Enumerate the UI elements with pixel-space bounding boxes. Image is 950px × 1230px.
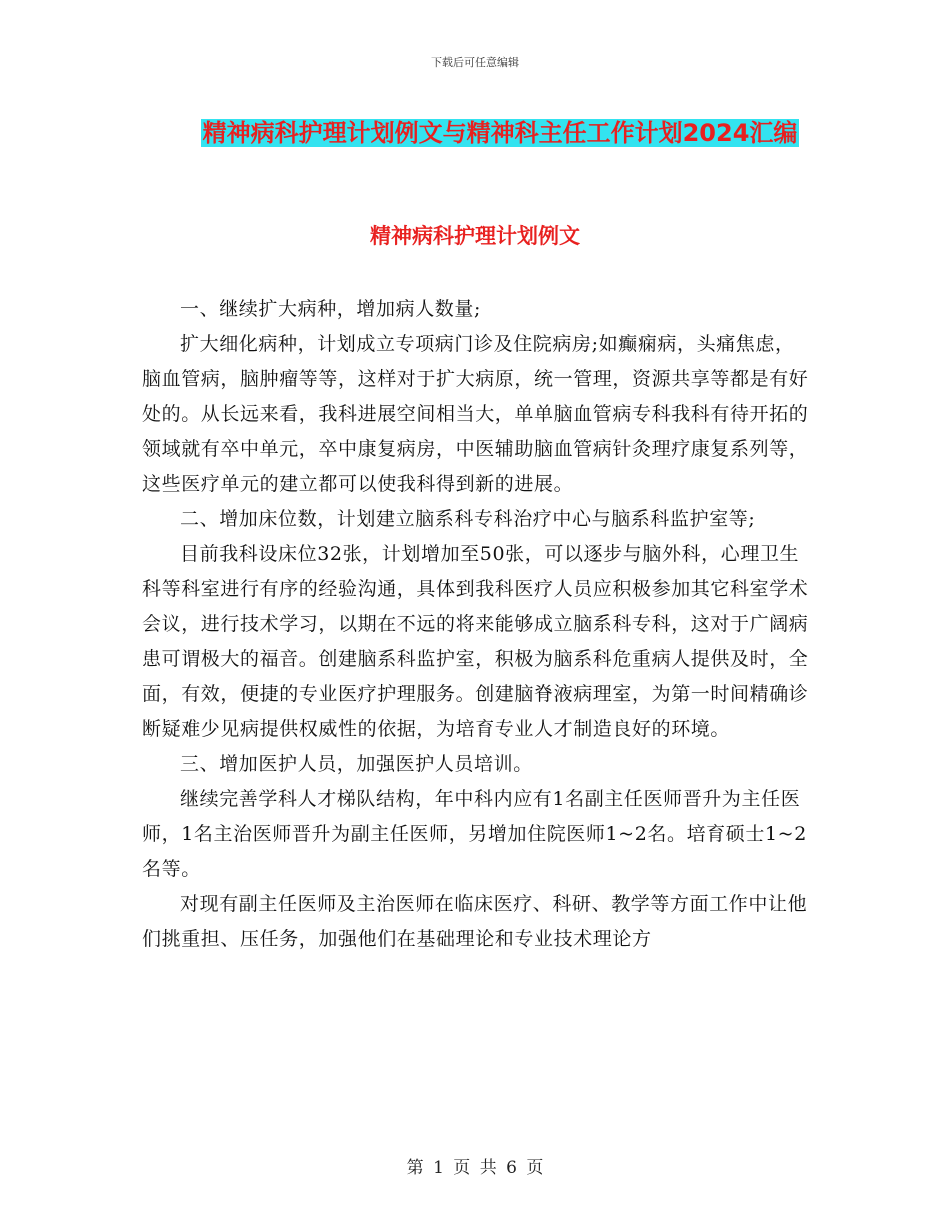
paragraph: 扩大细化病种，计划成立专项病门诊及住院病房;如癫痫病，头痛焦虑，脑血管病，脑肿瘤等等，这样对于扩大病原，统一管理，资源共享等都是有好处的。从长远来看，我科进展空间相当大，单单脑血管病专科我科有待开拓的领域就有卒中单元，卒中康复病房，中医辅助脑血管病针灸理疗康复系列等，这些医疗单元的建立都可以使我科得到新的进展。 bbox=[142, 333, 809, 495]
document-body bbox=[142, 292, 814, 957]
paragraph: 目前我科设床位32张，计划增加至50张，可以逐步与脑外科，心理卫生科等科室进行有序的经验沟通，具体到我科医疗人员应积极参加其它科室学术会议，进行技术学习，以期在不远的将来能够成立脑系科专科，这对于广阔病患可谓极大的福音。创建脑系科监护室，积极为脑系科危重病人提供及时，全面，有效，便捷的专业医疗护理服务。创建脑脊液病理室，为第一时间精确诊断疑难少见病提供权威性的依据，为培育专业人才制造良好的环境。 bbox=[142, 543, 809, 740]
paragraph: 二、增加床位数，计划建立脑系科专科治疗中心与脑系科监护室等; bbox=[180, 508, 756, 530]
document-title bbox=[140, 112, 860, 154]
paragraph: 三、增加医护人员，加强医护人员培训。 bbox=[180, 753, 533, 775]
page-header-note: 下载后可任意编辑 bbox=[431, 56, 519, 69]
paragraph: 继续完善学科人才梯队结构，年中科内应有1名副主任医师晋升为主任医师，1名主治医师晋升为副主任医师，另增加住院医师1~2名。培育硕士1~2名等。 bbox=[142, 788, 807, 880]
section-title: 精神病科护理计划例文 bbox=[370, 224, 580, 248]
paragraph: 对现有副主任医师及主治医师在临床医疗、科研、教学等方面工作中让他们挑重担、压任务，加强他们在基础理论和专业技术理论方 bbox=[142, 893, 808, 950]
page-number-footer: 第 1 页 共 6 页 bbox=[406, 1158, 544, 1178]
paragraph: 一、继续扩大病种，增加病人数量; bbox=[180, 298, 482, 320]
document-title-text: 精神病科护理计划例文与精神科主任工作计划2024汇编 bbox=[202, 119, 798, 147]
